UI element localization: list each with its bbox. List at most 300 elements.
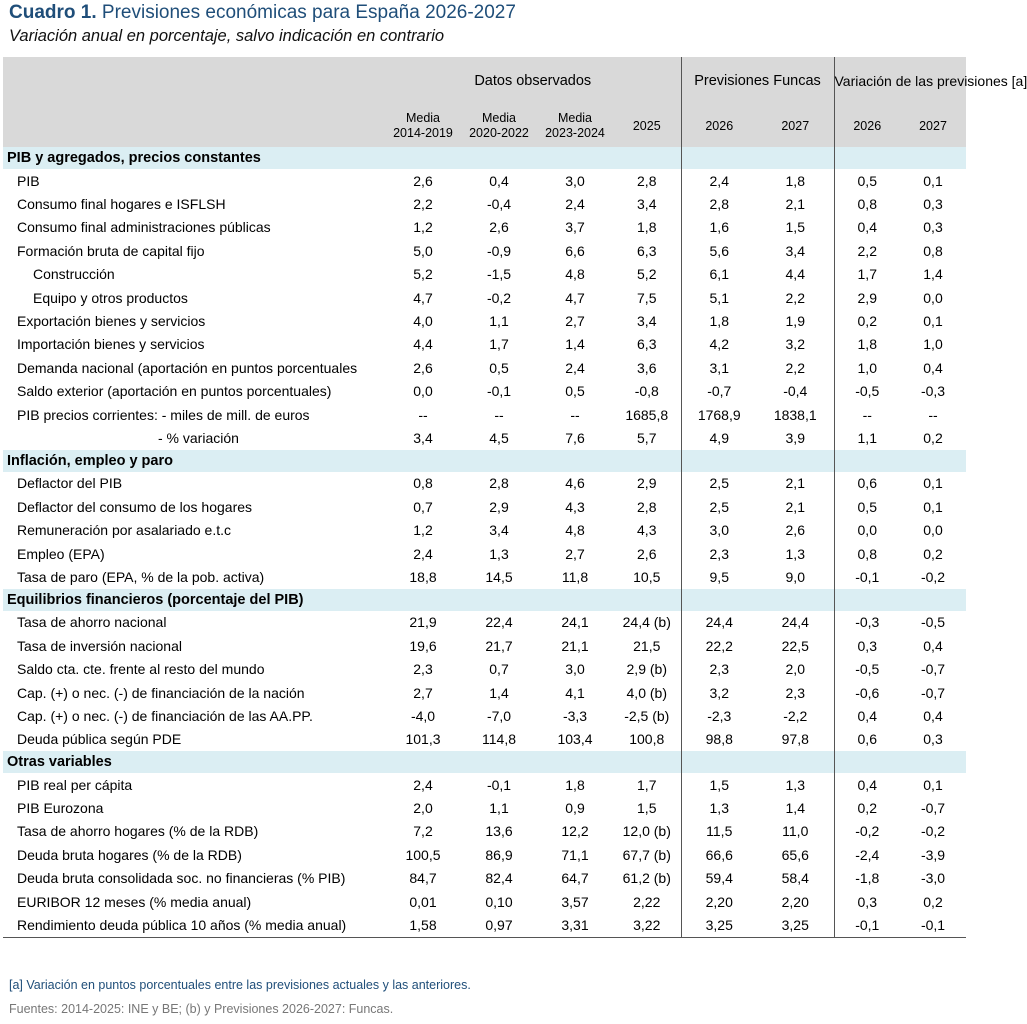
cell-value: 3,4: [637, 196, 657, 213]
cell-value: --: [494, 406, 504, 423]
table-row: [3, 657, 966, 680]
cell-value: -0,5: [920, 614, 946, 631]
cell-value: 2,8: [681, 192, 757, 215]
cell-value: 4,3: [565, 498, 585, 515]
cell-value: 2,6: [413, 359, 433, 376]
row-label: Deuda bruta consolidada soc. no financieras (% PIB): [17, 870, 346, 887]
table-row: [3, 426, 966, 449]
cell-value: 22,2: [681, 634, 757, 657]
cell-value: 2,20: [681, 890, 757, 913]
cell-value: 2,1: [785, 196, 805, 213]
table-row: [3, 913, 966, 937]
cell-value: 4,4: [785, 266, 805, 283]
cell-value: 0,5: [489, 359, 509, 376]
cell-value: 2,3: [785, 684, 805, 701]
cell-value: 3,57: [561, 893, 589, 910]
cell-value: 14,5: [485, 568, 513, 585]
cell-value: 2,6: [489, 219, 509, 236]
row-label: Saldo cta. cte. frente al resto del mundo: [17, 661, 265, 678]
cell-value: 3,31: [537, 913, 613, 937]
cell-value: 2,4: [565, 196, 585, 213]
cell-value: -0,1: [834, 913, 900, 937]
cell-value: 0,10: [485, 893, 513, 910]
cell-value: 24,4 (b): [622, 614, 671, 631]
table-row: [3, 773, 966, 796]
cell-value: -0,1: [486, 383, 512, 400]
cell-value: 0,3: [923, 196, 943, 213]
row-label: Consumo final hogares e ISFLSH: [17, 196, 226, 213]
cell-value: 2,4: [565, 359, 585, 376]
cell-value: 2,8: [489, 475, 509, 492]
cell-value: 0,2: [923, 893, 943, 910]
cell-value: -0,4: [783, 383, 808, 400]
cell-value: 59,4: [681, 867, 757, 890]
cell-value: 21,1: [561, 637, 589, 654]
cell-value: 1,8: [834, 333, 900, 356]
row-label: PIB real per cápita: [17, 776, 133, 793]
cell-value: 4,3: [637, 522, 657, 539]
section-title: Inflación, empleo y paro: [3, 450, 385, 472]
row-label: Importación bienes y servicios: [17, 336, 205, 353]
cell-value: 3,4: [489, 522, 509, 539]
cell-value: 1,1: [489, 313, 509, 330]
row-label: Deflactor del PIB: [17, 475, 123, 492]
cell-value: 2,2: [413, 196, 433, 213]
table-row: [3, 333, 966, 356]
cell-value: 1,2: [413, 522, 433, 539]
cell-value: 1,5: [681, 773, 757, 796]
cell-value: 4,6: [565, 475, 585, 492]
cell-value: 12,0 (b): [622, 823, 671, 840]
cell-value: 3,4: [637, 313, 657, 330]
cell-value: -0,8: [634, 383, 659, 400]
table-row: [3, 867, 966, 890]
cell-value: -1,5: [486, 266, 512, 283]
cell-value: -0,5: [834, 380, 900, 403]
row-label: Deflactor del consumo de los hogares: [17, 498, 253, 515]
header-column-row: [3, 105, 966, 147]
cell-value: 2,7: [565, 313, 585, 330]
row-label: Demanda nacional (aportación en puntos porcentuales: [17, 359, 358, 376]
table-row: [3, 380, 966, 403]
cell-value: 1,8: [785, 172, 805, 189]
row-label: Tasa de inversión nacional: [17, 637, 182, 654]
cell-value: 0,97: [461, 913, 537, 937]
cell-value: -0,3: [834, 611, 900, 634]
cell-value: -2,5 (b): [624, 707, 670, 724]
cell-value: 1,0: [834, 356, 900, 379]
cell-value: 0,2: [834, 796, 900, 819]
cell-value: 97,8: [781, 731, 809, 748]
cell-value: 2,7: [413, 684, 433, 701]
cell-value: 3,25: [757, 913, 834, 937]
row-label: Exportación bienes y servicios: [17, 313, 206, 330]
cell-value: -0,1: [900, 913, 966, 937]
cell-value: -2,2: [783, 707, 808, 724]
cell-value: 1,3: [785, 776, 805, 793]
cell-value: 1838,1: [773, 406, 817, 423]
cell-value: 0,8: [413, 475, 433, 492]
cell-value: 2,6: [413, 172, 433, 189]
row-label: PIB precios corrientes: - miles de mill. de euros: [17, 406, 310, 423]
sources-note: Fuentes: 2014-2025: INE y BE; (b) y Previsiones 2026-2027: Funcas.: [9, 1002, 394, 1016]
cell-value: 1,7: [637, 776, 657, 793]
cell-value: 1,3: [785, 545, 805, 562]
cell-value: -3,9: [920, 846, 946, 863]
table-row: [3, 704, 966, 727]
cell-value: 2,9: [834, 286, 900, 309]
row-label: Construcción: [33, 266, 115, 283]
cell-value: 3,0: [565, 661, 585, 678]
cell-value: -0,7: [920, 684, 946, 701]
cell-value: 18,8: [409, 568, 437, 585]
cell-value: 7,5: [637, 289, 657, 306]
cell-value: 0,4: [923, 707, 943, 724]
cell-value: -7,0: [486, 707, 512, 724]
cell-value: 2,6: [785, 522, 805, 539]
table-row: [3, 263, 966, 286]
cell-value: -0,2: [834, 820, 900, 843]
row-label: Cap. (+) o nec. (-) de financiación de las AA.PP.: [17, 707, 313, 724]
cell-value: 2,8: [637, 172, 657, 189]
row-label: PIB: [17, 172, 40, 189]
cell-value: 1,5: [785, 219, 805, 236]
cell-value: 24,1: [561, 614, 589, 631]
cell-value: 0,0: [923, 289, 943, 306]
cell-value: 22,5: [781, 637, 809, 654]
cell-value: 4,0 (b): [626, 684, 667, 701]
cell-value: 1,4: [565, 336, 585, 353]
cell-value: 0,1: [923, 475, 943, 492]
table-subtitle: Variación anual en porcentaje, salvo indicación en contrario: [9, 27, 445, 45]
cell-value: 0,5: [834, 495, 900, 518]
table-row: [3, 356, 966, 379]
cell-value: 1,6: [681, 216, 757, 239]
cell-value: 1685,8: [625, 406, 669, 423]
cell-value: 2,5: [681, 472, 757, 495]
cell-value: 7,6: [565, 429, 585, 446]
section-header: [3, 589, 966, 611]
row-label: Rendimiento deuda pública 10 años (% media anual): [3, 913, 385, 937]
col-header: 2026: [681, 105, 757, 147]
section-title: Equilibrios financieros (porcentaje del PIB): [3, 589, 385, 611]
cell-value: 2,1: [785, 498, 805, 515]
row-label: Saldo exterior (aportación en puntos porcentuales): [17, 383, 332, 400]
cell-value: 5,6: [681, 239, 757, 262]
section-title: Otras variables: [3, 751, 385, 773]
cell-value: 86,9: [485, 846, 513, 863]
cell-value: 3,2: [785, 336, 805, 353]
row-label: PIB Eurozona: [17, 800, 104, 817]
cell-value: 65,6: [781, 846, 809, 863]
cell-value: 0,8: [923, 242, 943, 259]
cell-value: 0,3: [834, 634, 900, 657]
cell-value: 5,1: [681, 286, 757, 309]
cell-value: 3,2: [681, 681, 757, 704]
cell-value: 82,4: [485, 870, 513, 887]
cell-value: 0,4: [923, 637, 943, 654]
table-row: [3, 542, 966, 565]
cell-value: 2,0: [413, 800, 433, 817]
cell-value: 1,3: [489, 545, 509, 562]
cell-value: -0,2: [486, 289, 512, 306]
cell-value: 4,8: [565, 266, 585, 283]
cell-value: 4,9: [681, 426, 757, 449]
cell-value: 0,2: [834, 309, 900, 332]
cell-value: 4,5: [489, 429, 509, 446]
row-label: Remuneración por asalariado e.t.c: [17, 522, 232, 539]
cell-value: 1768,9: [681, 403, 757, 426]
table-row: [3, 239, 966, 262]
cell-value: 24,4: [681, 611, 757, 634]
header-observed: Datos observados: [385, 57, 681, 105]
cell-value: -0,7: [681, 380, 757, 403]
cell-value: -1,8: [834, 867, 900, 890]
col-header: Media 2020-2022: [461, 105, 537, 147]
cell-value: 1,4: [785, 800, 805, 817]
cell-value: 6,1: [681, 263, 757, 286]
cell-value: 2,4: [413, 776, 433, 793]
cell-value: 1,5: [637, 800, 657, 817]
cell-value: 3,1: [681, 356, 757, 379]
cell-value: 12,2: [561, 823, 589, 840]
row-label: Formación bruta de capital fijo: [17, 242, 205, 259]
table-row: [3, 843, 966, 866]
cell-value: 1,0: [923, 336, 943, 353]
table-row: [3, 169, 966, 192]
col-header: 2027: [900, 105, 966, 147]
cell-value: 66,6: [681, 843, 757, 866]
cell-value: -3,3: [562, 707, 588, 724]
cell-value: 9,0: [785, 568, 805, 585]
table-row: [3, 286, 966, 309]
cell-value: -0,7: [920, 661, 946, 678]
section-header: [3, 751, 966, 773]
cell-value: 98,8: [681, 728, 757, 751]
cell-value: 0,4: [834, 704, 900, 727]
header-forecast: Previsiones Funcas: [681, 57, 834, 105]
row-label: Empleo (EPA): [17, 545, 105, 562]
cell-value: 22,4: [485, 614, 513, 631]
row-label: Equipo y otros productos: [33, 289, 188, 306]
cell-value: -0,3: [920, 383, 946, 400]
table-row: [3, 403, 966, 426]
cell-value: -2,3: [681, 704, 757, 727]
cell-value: 19,6: [409, 637, 437, 654]
cell-value: --: [418, 406, 428, 423]
cell-value: 114,8: [482, 731, 516, 748]
cell-value: -0,9: [486, 242, 512, 259]
cell-value: 0,3: [834, 890, 900, 913]
cell-value: 3,6: [637, 359, 657, 376]
cell-value: 7,2: [413, 823, 433, 840]
cell-value: 0,4: [834, 773, 900, 796]
cell-value: 1,8: [681, 309, 757, 332]
cell-value: 2,6: [637, 545, 657, 562]
cell-value: 0,6: [834, 728, 900, 751]
cell-value: 100,5: [405, 846, 441, 863]
cell-value: 1,8: [637, 219, 657, 236]
cell-value: -0,4: [486, 196, 512, 213]
cell-value: 1,1: [489, 800, 509, 817]
table-row: [3, 518, 966, 541]
cell-value: 3,0: [681, 518, 757, 541]
cell-value: 13,6: [485, 823, 513, 840]
cell-value: 6,3: [637, 336, 657, 353]
cell-value: --: [834, 403, 900, 426]
cell-value: 2,1: [785, 475, 805, 492]
table-row: [3, 681, 966, 704]
cell-value: 0,1: [923, 172, 943, 189]
cell-value: 2,0: [785, 661, 805, 678]
row-label: Consumo final administraciones públicas: [17, 219, 271, 236]
table-title: Cuadro 1. Previsiones económicas para España 2026-2027: [9, 2, 516, 23]
table-row: [3, 728, 966, 751]
cell-value: 0,7: [489, 661, 509, 678]
cell-value: 4,1: [565, 684, 585, 701]
header-change: Variación de las previsiones [a]: [834, 57, 966, 105]
cell-value: 10,5: [633, 568, 661, 585]
cell-value: 3,25: [681, 913, 757, 937]
cell-value: 0,5: [834, 169, 900, 192]
cell-value: 1,4: [489, 684, 509, 701]
cell-value: 1,8: [565, 776, 585, 793]
cell-value: 0,2: [923, 429, 943, 446]
cell-value: 4,7: [565, 289, 585, 306]
cell-value: 1,9: [785, 313, 805, 330]
cell-value: 0,4: [489, 172, 509, 189]
table-row: [3, 309, 966, 332]
cell-value: 5,2: [637, 266, 657, 283]
cell-value: 1,4: [923, 266, 943, 283]
cell-value: 5,0: [413, 242, 433, 259]
table-row: [3, 611, 966, 634]
cell-value: 2,9: [637, 475, 657, 492]
col-header: 2026: [834, 105, 900, 147]
table-row: [3, 634, 966, 657]
cell-value: 61,2 (b): [622, 870, 671, 887]
cell-value: 3,0: [565, 172, 585, 189]
cell-value: 2,9 (b): [626, 661, 667, 678]
cell-value: 100,8: [629, 731, 665, 748]
table-row: [3, 890, 966, 913]
cell-value: 2,4: [681, 169, 757, 192]
row-label: - % variación: [158, 429, 239, 446]
row-label: Tasa de ahorro nacional: [17, 614, 167, 631]
cell-value: 2,3: [413, 661, 433, 678]
cell-value: 4,0: [413, 313, 433, 330]
cell-value: 6,6: [565, 242, 585, 259]
cell-value: 0,1: [923, 313, 943, 330]
cell-value: 4,2: [681, 333, 757, 356]
cell-value: 0,5: [565, 383, 585, 400]
cell-value: 0,0: [923, 522, 943, 539]
cell-value: -3,0: [920, 870, 946, 887]
cell-value: 101,3: [405, 731, 441, 748]
table-row: [3, 472, 966, 495]
cell-value: 5,2: [413, 266, 433, 283]
cell-value: 0,9: [565, 800, 585, 817]
row-label: Tasa de paro (EPA, % de la pob. activa): [17, 568, 265, 585]
cell-value: 2,2: [785, 359, 805, 376]
cell-value: 3,22: [613, 913, 681, 937]
section-title: PIB y agregados, precios constantes: [3, 147, 385, 169]
table-row: [3, 192, 966, 215]
cell-value: 58,4: [781, 870, 809, 887]
cell-value: 1,7: [834, 263, 900, 286]
cell-value: -0,7: [920, 800, 946, 817]
table-row: [3, 820, 966, 843]
forecast-table: [3, 57, 1027, 938]
cell-value: 1,7: [489, 336, 509, 353]
cell-value: 11,5: [681, 820, 757, 843]
cell-value: 6,3: [637, 242, 657, 259]
cell-value: 0,6: [834, 472, 900, 495]
cell-value: -2,4: [834, 843, 900, 866]
cell-value: 1,58: [385, 913, 461, 937]
cell-value: 0,7: [413, 498, 433, 515]
row-label: Deuda pública según PDE: [17, 731, 182, 748]
cell-value: 2,2: [785, 289, 805, 306]
cell-value: 24,4: [781, 614, 809, 631]
row-label: EURIBOR 12 meses (% media anual): [17, 893, 252, 910]
row-label: Tasa de ahorro hogares (% de la RDB): [17, 823, 259, 840]
footnote: [a] Variación en puntos porcentuales entre las previsiones actuales y las anteriores.: [9, 978, 471, 992]
cell-value: -0,1: [486, 776, 512, 793]
table-row: [3, 796, 966, 819]
cell-value: 0,3: [923, 731, 943, 748]
section-header: [3, 147, 966, 169]
cell-value: 4,4: [413, 336, 433, 353]
cell-value: 67,7 (b): [622, 846, 671, 863]
cell-value: 2,22: [633, 893, 661, 910]
cell-value: 2,8: [637, 498, 657, 515]
col-header: Media 2014-2019: [385, 105, 461, 147]
cell-value: 9,5: [681, 565, 757, 588]
cell-value: 0,1: [923, 498, 943, 515]
cell-value: 1,2: [413, 219, 433, 236]
table-row: [3, 495, 966, 518]
cell-value: 0,01: [409, 893, 437, 910]
cell-value: -0,5: [834, 657, 900, 680]
cell-value: 1,3: [681, 796, 757, 819]
cell-value: 2,9: [489, 498, 509, 515]
cell-value: 3,4: [785, 242, 805, 259]
cell-value: 3,9: [785, 429, 805, 446]
cell-value: 0,0: [834, 518, 900, 541]
cell-value: 4,7: [413, 289, 433, 306]
table-row: [3, 216, 966, 239]
cell-value: 0,4: [834, 216, 900, 239]
cell-value: -0,6: [834, 681, 900, 704]
cell-value: 0,8: [834, 542, 900, 565]
cell-value: 0,3: [923, 219, 943, 236]
cell-value: 2,7: [565, 545, 585, 562]
cell-value: -0,2: [920, 568, 946, 585]
cell-value: 84,7: [409, 870, 437, 887]
cell-value: 21,7: [485, 637, 513, 654]
cell-value: 11,8: [561, 568, 589, 585]
cell-value: -0,2: [920, 823, 946, 840]
cell-value: --: [928, 406, 938, 423]
cell-value: 0,4: [923, 359, 943, 376]
table-row: [3, 565, 966, 588]
cell-value: 0,1: [923, 776, 943, 793]
row-label: Deuda bruta hogares (% de la RDB): [17, 846, 242, 863]
cell-value: -0,1: [834, 565, 900, 588]
cell-value: 3,4: [413, 429, 433, 446]
cell-value: 71,1: [561, 846, 589, 863]
